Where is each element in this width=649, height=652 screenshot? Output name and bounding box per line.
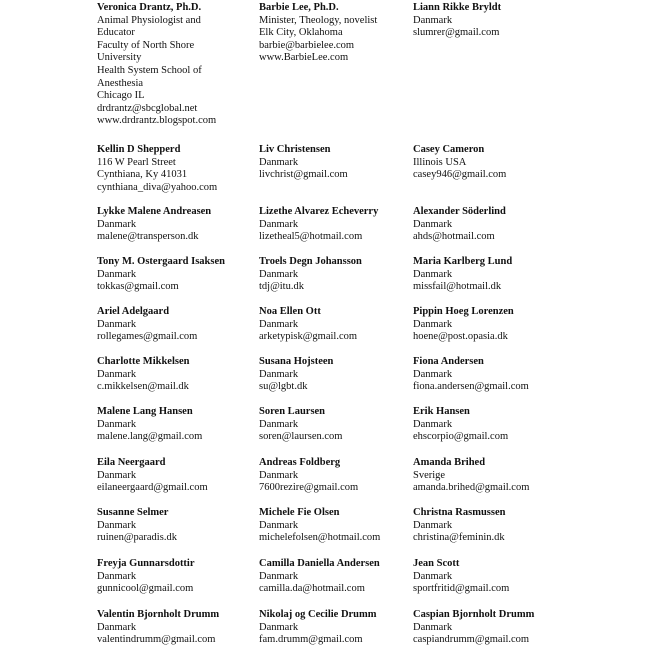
- contact-email: barbie@barbielee.com: [259, 39, 355, 51]
- contact-entry: [413, 507, 563, 545]
- contact-entry: [259, 2, 409, 65]
- contact-email: 7600rezire@gmail.com: [259, 482, 359, 494]
- contact-detail-line: Danmark: [259, 570, 299, 582]
- contact-website: www.BarbieLee.com: [259, 52, 349, 64]
- contact-entry: [413, 2, 563, 40]
- contact-name: Malene Lang Hansen: [97, 406, 193, 417]
- contact-detail-line: Danmark: [413, 570, 453, 582]
- contact-email: missfail@hotmail.dk: [413, 281, 502, 293]
- contact-email: malene@transperson.dk: [97, 231, 199, 243]
- contact-email: soren@laursen.com: [259, 431, 343, 443]
- contact-detail-line: Danmark: [259, 469, 299, 481]
- contact-name: Kellin D Shepperd: [97, 144, 181, 155]
- contact-name: Troels Degn Johansson: [259, 256, 362, 267]
- contact-entry: [259, 406, 409, 444]
- contact-name: Tony M. Ostergaard Isaksen: [97, 256, 225, 267]
- contact-detail-line: Health System School of: [97, 64, 202, 76]
- contact-detail-line: Danmark: [413, 418, 453, 430]
- contact-entry: [259, 507, 409, 545]
- contact-email: amanda.brihed@gmail.com: [413, 482, 530, 494]
- contact-entry: [259, 457, 409, 495]
- contact-email: ahds@hotmail.com: [413, 231, 495, 243]
- contact-detail-line: Danmark: [97, 218, 137, 230]
- contact-entry: [97, 144, 257, 194]
- contact-email: drdrantz@sbcglobal.net: [97, 102, 198, 114]
- contact-detail-line: Danmark: [259, 218, 299, 230]
- contact-entry: [97, 356, 257, 394]
- contact-entry: [259, 356, 409, 394]
- contact-name: Charlotte Mikkelsen: [97, 356, 190, 367]
- contact-email: livchrist@gmail.com: [259, 169, 348, 181]
- contact-detail-line: University: [97, 52, 142, 64]
- contact-detail-line: Danmark: [259, 156, 299, 168]
- contact-entry: [259, 558, 409, 596]
- contact-detail-line: Danmark: [259, 318, 299, 330]
- contact-entry: [97, 558, 257, 596]
- contact-detail-line: Danmark: [259, 621, 299, 633]
- contact-entry: [97, 609, 257, 647]
- contact-name: Michele Fie Olsen: [259, 507, 340, 518]
- contact-name: Veronica Drantz, Ph.D.: [97, 2, 202, 13]
- contact-entry: [413, 457, 563, 495]
- contact-entry: [413, 609, 563, 647]
- contact-name: Lykke Malene Andreasen: [97, 206, 212, 217]
- contact-name: Noa Ellen Ott: [259, 306, 321, 317]
- contact-entry: [97, 306, 257, 344]
- contact-name: Camilla Daniella Andersen: [259, 558, 380, 569]
- contact-entry: [413, 406, 563, 444]
- contact-detail-line: Danmark: [97, 621, 137, 633]
- contact-detail-line: Danmark: [97, 268, 137, 280]
- contact-detail-line: Danmark: [259, 368, 299, 380]
- contact-detail-line: Danmark: [413, 218, 453, 230]
- contact-name: Eila Neergaard: [97, 457, 166, 468]
- contact-detail-line: Educator: [97, 27, 135, 39]
- contact-entry: [413, 206, 563, 244]
- contact-entry: [97, 256, 257, 294]
- contact-detail-line: Chicago IL: [97, 90, 145, 102]
- contact-detail-line: Elk City, Oklahoma: [259, 27, 343, 39]
- contact-entry: [259, 256, 409, 294]
- contact-email: ruinen@paradis.dk: [97, 532, 177, 544]
- contact-name: Maria Karlberg Lund: [413, 256, 513, 267]
- contact-detail-line: 116 W Pearl Street: [97, 156, 176, 168]
- contact-detail-line: Anesthesia: [97, 77, 144, 89]
- contact-email: rollegames@gmail.com: [97, 331, 198, 343]
- contact-name: Liann Rikke Bryldt: [413, 2, 502, 13]
- contact-detail-line: Danmark: [259, 418, 299, 430]
- contact-name: Lizethe Alvarez Echeverry: [259, 206, 379, 217]
- contact-name: Jean Scott: [413, 558, 460, 569]
- contact-entry: [97, 2, 257, 128]
- contact-detail-line: Danmark: [97, 318, 137, 330]
- contact-entry: [413, 356, 563, 394]
- contact-email: cynthiana_diva@yahoo.com: [97, 181, 218, 193]
- contact-name: Erik Hansen: [413, 406, 470, 417]
- contact-name: Susanne Selmer: [97, 507, 169, 518]
- contact-entry: [259, 306, 409, 344]
- contact-name: Freyja Gunnarsdottir: [97, 558, 195, 569]
- contact-detail-line: Danmark: [413, 268, 453, 280]
- contact-email: camilla.da@hotmail.com: [259, 583, 365, 595]
- contact-email: c.mikkelsen@mail.dk: [97, 381, 189, 393]
- contact-email: malene.lang@gmail.com: [97, 431, 203, 443]
- contact-name: Susana Hojsteen: [259, 356, 334, 367]
- contact-website: www.drdrantz.blogspot.com: [97, 115, 217, 127]
- contact-name: Fiona Andersen: [413, 356, 484, 367]
- contact-entry: [413, 144, 563, 182]
- contact-email: eilaneergaard@gmail.com: [97, 482, 208, 494]
- contact-entry: [97, 507, 257, 545]
- contact-entry: [259, 144, 409, 182]
- contact-email: caspiandrumm@gmail.com: [413, 634, 530, 646]
- contact-detail-line: Illinois USA: [413, 156, 467, 168]
- contact-entry: [413, 256, 563, 294]
- contact-entry: [97, 457, 257, 495]
- contact-email: tdj@itu.dk: [259, 281, 304, 293]
- contact-detail-line: Danmark: [97, 469, 137, 481]
- contact-entry: [97, 406, 257, 444]
- contact-entry: [97, 206, 257, 244]
- contact-name: Pippin Hoeg Lorenzen: [413, 306, 514, 317]
- contact-email: su@lgbt.dk: [259, 381, 308, 393]
- contact-name: Amanda Brihed: [413, 457, 486, 468]
- contact-entry: [413, 306, 563, 344]
- contact-name: Liv Christensen: [259, 144, 331, 155]
- contact-email: lizetheal5@hotmail.com: [259, 231, 363, 243]
- contact-email: valentindrumm@gmail.com: [97, 634, 216, 646]
- contact-detail-line: Danmark: [97, 368, 137, 380]
- contact-email: slumrer@gmail.com: [413, 27, 500, 39]
- contact-email: fiona.andersen@gmail.com: [413, 381, 529, 393]
- contact-name: Nikolaj og Cecilie Drumm: [259, 609, 377, 620]
- contact-detail-line: Danmark: [413, 519, 453, 531]
- contact-email: sportfritid@gmail.com: [413, 583, 510, 595]
- contact-name: Christna Rasmussen: [413, 507, 506, 518]
- contact-entry: [259, 609, 409, 647]
- contact-email: arketypisk@gmail.com: [259, 331, 358, 343]
- contact-detail-line: Faculty of North Shore: [97, 39, 195, 51]
- contact-detail-line: Danmark: [97, 519, 137, 531]
- contact-entry: [259, 206, 409, 244]
- contact-detail-line: Danmark: [259, 268, 299, 280]
- contact-name: Barbie Lee, Ph.D.: [259, 2, 339, 13]
- contact-detail-line: Danmark: [413, 14, 453, 26]
- contact-email: casey946@gmail.com: [413, 169, 507, 181]
- contact-name: Ariel Adelgaard: [97, 306, 170, 317]
- contact-email: ehscorpio@gmail.com: [413, 431, 509, 443]
- contact-detail-line: Danmark: [97, 570, 137, 582]
- contact-name: Soren Laursen: [259, 406, 326, 417]
- contact-detail-line: Danmark: [413, 318, 453, 330]
- contact-detail-line: Cynthiana, Ky 41031: [97, 169, 188, 181]
- contact-detail-line: Danmark: [259, 519, 299, 531]
- contact-email: tokkas@gmail.com: [97, 281, 179, 293]
- contact-detail-line: Sverige: [413, 469, 446, 481]
- contact-name: Alexander Söderlind: [413, 206, 506, 217]
- contact-email: gunnicool@gmail.com: [97, 583, 194, 595]
- contact-name: Casey Cameron: [413, 144, 485, 155]
- contact-detail-line: Danmark: [413, 621, 453, 633]
- contact-name: Andreas Foldberg: [259, 457, 341, 468]
- contact-email: christina@feminin.dk: [413, 532, 505, 544]
- contact-name: Caspian Bjornholt Drumm: [413, 609, 535, 620]
- contact-name: Valentin Bjornholt Drumm: [97, 609, 220, 620]
- contact-detail-line: Danmark: [413, 368, 453, 380]
- contact-email: hoene@post.opasia.dk: [413, 331, 508, 343]
- contact-entry: [413, 558, 563, 596]
- contact-email: michelefolsen@hotmail.com: [259, 532, 381, 544]
- contact-email: fam.drumm@gmail.com: [259, 634, 363, 646]
- contact-detail-line: Minister, Theology, novelist: [259, 14, 378, 26]
- contact-detail-line: Danmark: [97, 418, 137, 430]
- contact-detail-line: Animal Physiologist and: [97, 14, 201, 26]
